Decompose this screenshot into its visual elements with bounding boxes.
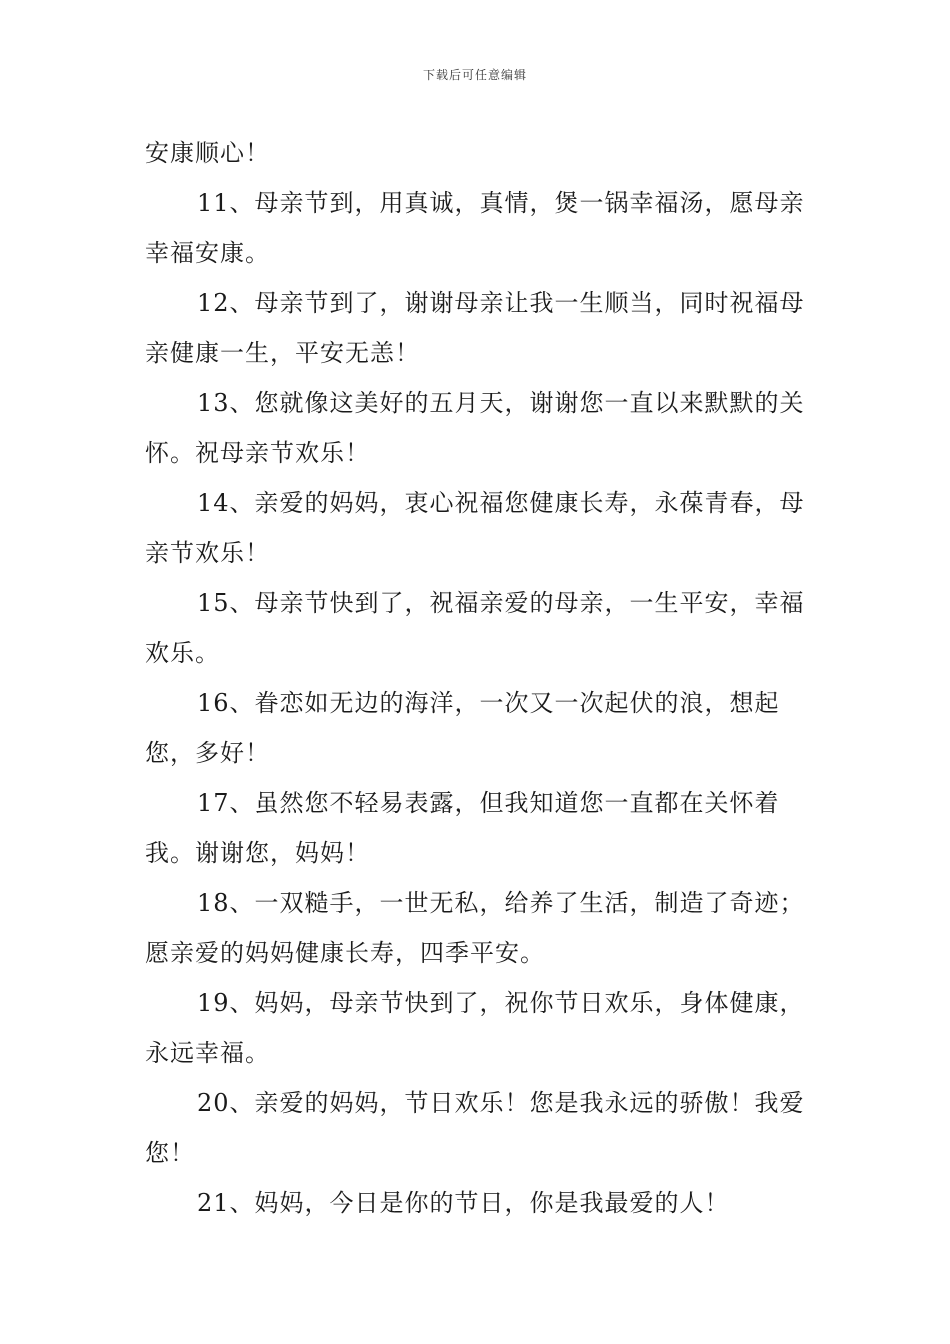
paragraph-14: 14、亲爱的妈妈，衷心祝福您健康长寿，永葆青春，母亲节欢乐！ [145, 489, 805, 567]
paragraph-16: 16、眷恋如无边的海洋，一次又一次起伏的浪，想起您，多好！ [145, 689, 780, 767]
paragraph-18: 18、一双糙手，一世无私，给养了生活，制造了奇迹；愿亲爱的妈妈健康长寿，四季平安。 [145, 889, 805, 967]
document-body [145, 128, 815, 1228]
paragraph-12: 12、母亲节到了，谢谢母亲让我一生顺当，同时祝福母亲健康一生，平安无恙！ [145, 289, 805, 367]
paragraph-15: 15、母亲节快到了，祝福亲爱的母亲，一生平安，幸福欢乐。 [145, 589, 805, 667]
paragraph-19: 19、妈妈，母亲节快到了，祝你节日欢乐，身体健康，永远幸福。 [145, 989, 805, 1067]
paragraph-17: 17、虽然您不轻易表露，但我知道您一直都在关怀着我。谢谢您，妈妈！ [145, 789, 780, 867]
paragraph-13: 13、您就像这美好的五月天，谢谢您一直以来默默的关怀。祝母亲节欢乐！ [145, 389, 805, 467]
header-note: 下载后可任意编辑 [422, 68, 527, 82]
paragraph-continuation: 安康顺心！ [145, 139, 270, 167]
paragraph-11: 11、母亲节到，用真诚，真情，煲一锅幸福汤，愿母亲幸福安康。 [145, 189, 805, 267]
paragraph-20: 20、亲爱的妈妈，节日欢乐！您是我永远的骄傲！我爱您！ [145, 1089, 805, 1167]
paragraph-21: 21、妈妈，今日是你的节日，你是我最爱的人！ [197, 1189, 730, 1217]
